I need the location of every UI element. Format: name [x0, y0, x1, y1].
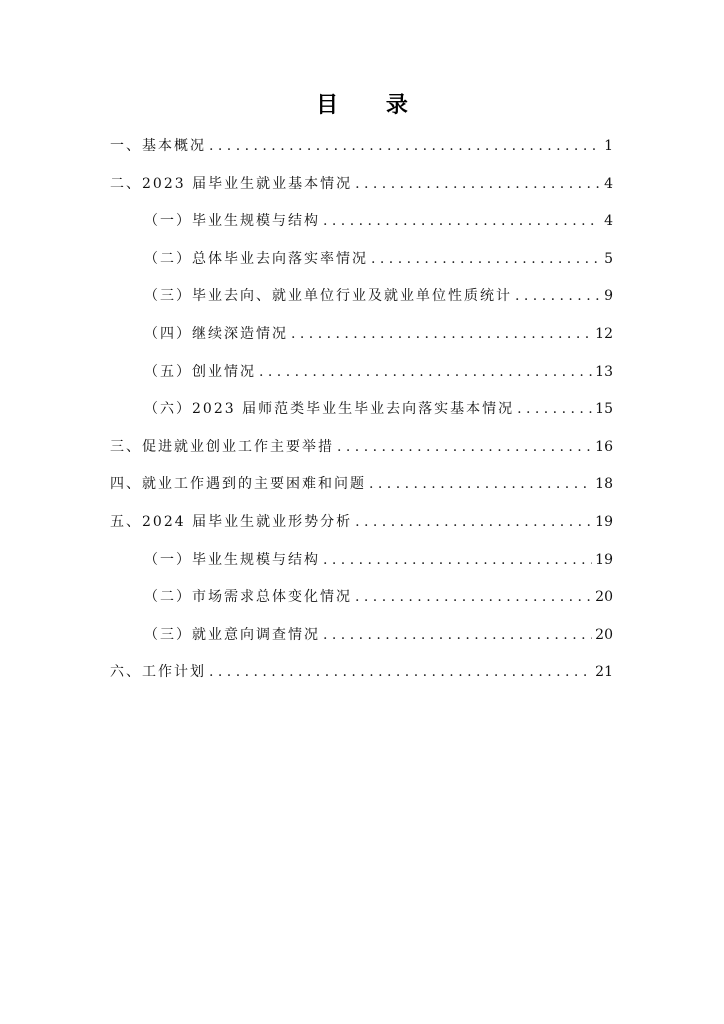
toc-entry-label: 六、工作计划	[110, 664, 206, 681]
toc-entry-page: 19	[595, 513, 613, 530]
toc-entry[interactable]	[110, 585, 613, 623]
toc-entry-label: 一、基本概况	[110, 138, 206, 154]
toc-entry-page: 20	[595, 626, 613, 643]
toc-entry[interactable]	[110, 209, 613, 247]
toc-entry-page: 13	[595, 363, 613, 380]
toc-entry-label: 五、2024 届毕业生就业形势分析	[110, 513, 353, 530]
toc-entry-label: 二、2023 届毕业生就业基本情况	[110, 175, 353, 192]
dot-leader	[259, 360, 592, 384]
dot-leader	[515, 284, 600, 308]
dot-leader	[323, 548, 592, 572]
toc-entry-page: 4	[604, 175, 613, 192]
dot-leader	[369, 472, 592, 496]
toc-entry[interactable]	[110, 623, 613, 661]
toc-entry[interactable]	[110, 360, 613, 398]
toc-entry-label: （三）毕业去向、就业单位行业及就业单位性质统计	[144, 288, 512, 305]
toc-entry-page: 5	[604, 250, 613, 267]
toc-entry-label: （一）毕业生规模与结构	[144, 551, 320, 568]
toc-entry[interactable]	[110, 548, 613, 586]
toc-entry-page: 9	[604, 288, 613, 305]
toc-entry[interactable]	[110, 322, 613, 360]
toc-entry[interactable]	[110, 134, 613, 172]
toc-entry[interactable]	[110, 247, 613, 285]
toc-entry-page: 18	[595, 476, 613, 493]
dot-leader	[323, 209, 600, 233]
dot-leader	[371, 247, 600, 271]
toc-entry-label: 三、促进就业创业工作主要举措	[110, 438, 334, 455]
dot-leader	[291, 322, 592, 346]
toc-entry-page: 21	[595, 664, 613, 681]
toc-entry[interactable]	[110, 660, 613, 698]
dot-leader	[517, 397, 592, 421]
toc-entry-label: （一）毕业生规模与结构	[144, 213, 320, 230]
toc-entry-label: （三）就业意向调查情况	[144, 626, 320, 643]
dot-leader	[209, 134, 600, 158]
toc-entry-label: （四）继续深造情况	[144, 325, 288, 342]
toc-entry[interactable]	[110, 284, 613, 322]
toc-entry[interactable]	[110, 510, 613, 548]
toc-entry-page: 15	[595, 401, 613, 418]
toc-entry[interactable]	[110, 435, 613, 473]
toc-entry-label: （五）创业情况	[144, 363, 256, 380]
toc-entry-label: （二）市场需求总体变化情况	[144, 589, 352, 606]
toc-entry-page: 4	[604, 213, 613, 230]
dot-leader	[209, 660, 592, 684]
toc-title: 目 录	[316, 93, 428, 118]
toc-entry[interactable]	[110, 397, 613, 435]
toc-entry-label: 四、就业工作遇到的主要困难和问题	[110, 476, 366, 493]
dot-leader	[355, 510, 592, 534]
table-of-contents	[110, 134, 613, 698]
toc-entry-page: 16	[595, 438, 613, 455]
dot-leader	[323, 623, 592, 647]
toc-entry-page: 19	[595, 551, 613, 568]
toc-entry-label: （二）总体毕业去向落实率情况	[144, 250, 368, 267]
toc-entry-label: （六）2023 届师范类毕业生毕业去向落实基本情况	[144, 401, 515, 418]
dot-leader	[355, 172, 600, 196]
dot-leader	[355, 585, 592, 609]
toc-entry-page: 12	[595, 325, 613, 342]
toc-entry-page: 20	[595, 589, 613, 606]
dot-leader	[337, 435, 592, 459]
toc-entry[interactable]	[110, 472, 613, 510]
toc-entry-page: 1	[604, 138, 613, 154]
toc-entry[interactable]	[110, 172, 613, 210]
